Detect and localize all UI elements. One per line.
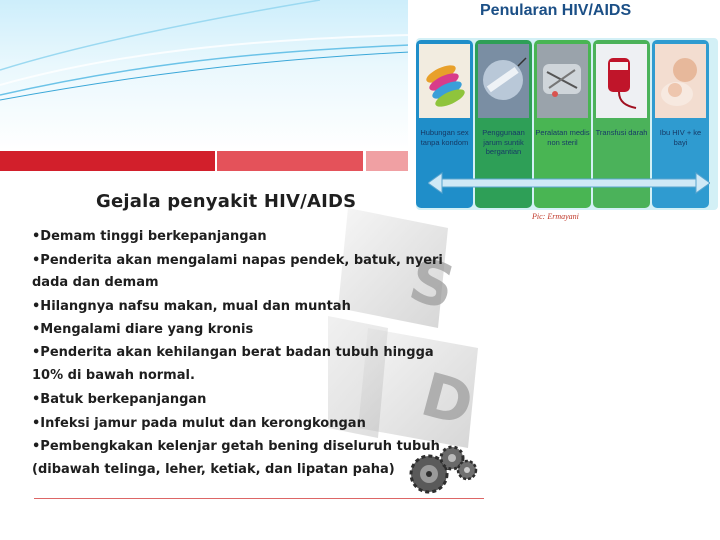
syringe-icon	[478, 44, 529, 118]
symptom-line: •Penderita akan kehilangan berat badan tubuh hingga	[32, 345, 434, 360]
symptom-line: •Batuk berkepanjangan	[32, 392, 207, 407]
medical-tools-icon	[537, 44, 588, 118]
symptom-line: dada dan demam	[32, 275, 159, 290]
accent-bar-mid	[217, 151, 363, 171]
gears-icon	[407, 444, 479, 496]
header-swoosh	[0, 0, 420, 150]
blood-bag-icon	[596, 44, 647, 118]
svg-text:S: S	[402, 244, 462, 324]
symptom-line: •Pembengkakan kelenjar getah bening diseluruh tubuh	[32, 439, 440, 454]
transmission-label: Peralatan medis non steril	[535, 128, 590, 147]
symptom-line: •Hilangnya nafsu makan, mual dan muntah	[32, 299, 351, 314]
symptom-line: 10% di bawah normal.	[32, 368, 195, 383]
transmission-label: Transfusi darah	[595, 128, 648, 137]
symptoms-title: Gejala penyakit HIV/AIDS	[96, 191, 357, 212]
symptom-line: •Infeksi jamur pada mulut dan kerongkongan	[32, 416, 366, 431]
divider	[34, 498, 484, 499]
transmission-title: Penularan HIV/AIDS	[480, 2, 632, 19]
condom-icon	[419, 44, 470, 118]
image-credit: Pic: Ermayani	[532, 212, 579, 221]
symptom-line: •Demam tinggi berkepanjangan	[32, 229, 267, 244]
symptom-line: (dibawah telinga, leher, ketiak, dan lipatan paha)	[32, 462, 395, 477]
transmission-label: Penggunaan jarum suntik bergantian	[482, 128, 525, 156]
transmission-label: Ibu HIV + ke bayi	[659, 128, 702, 147]
transmission-label: Hubungan sex tanpa kondom	[420, 128, 469, 147]
svg-text:D: D	[414, 359, 481, 441]
mother-baby-icon	[655, 44, 706, 118]
symptom-line: •Penderita akan mengalami napas pendek, batuk, nyeri	[32, 253, 443, 268]
symptom-line: •Mengalami diare yang kronis	[32, 322, 254, 337]
accent-bar-red	[0, 151, 215, 171]
